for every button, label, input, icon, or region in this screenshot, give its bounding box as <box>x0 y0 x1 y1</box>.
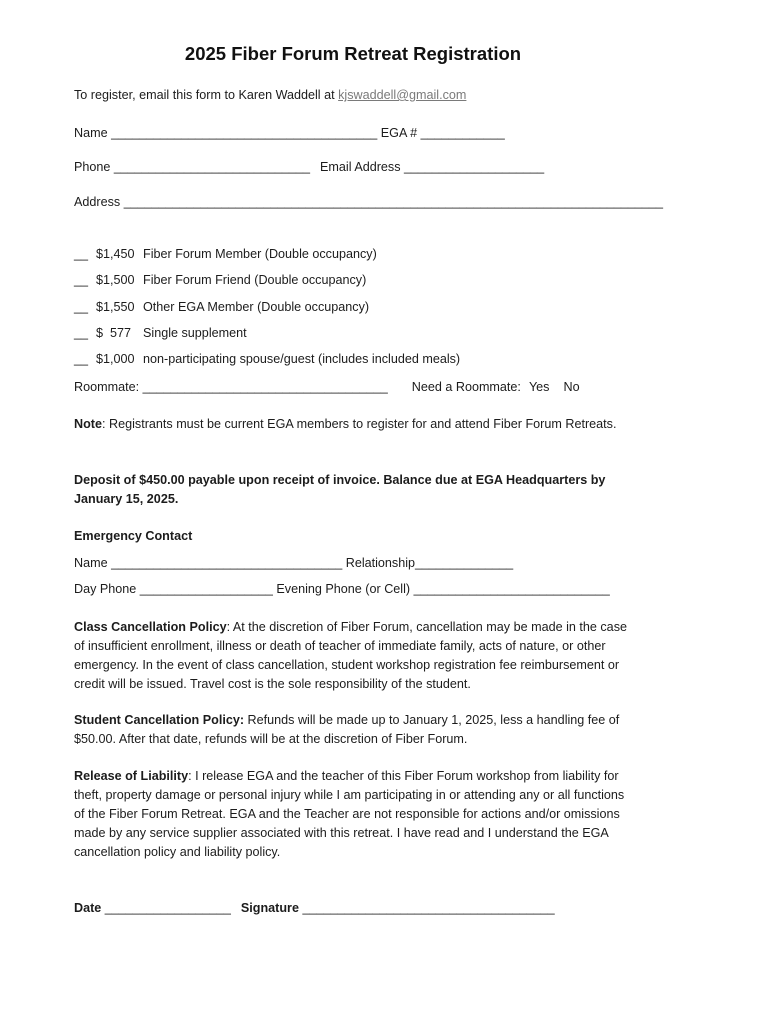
class-cancellation-policy <box>74 618 636 694</box>
option-row <box>74 271 366 290</box>
roommate-row <box>74 378 580 397</box>
emergency-phone-field[interactable]: Day Phone ___________________ Evening Phone (or Cell) ____________________________ <box>74 582 610 596</box>
option-label: Single supplement <box>143 326 247 340</box>
roommate-yes-option[interactable]: Yes <box>528 380 550 394</box>
release-label: Release of Liability <box>74 769 189 783</box>
option-price: $ 577 <box>96 326 132 340</box>
page-title: 2025 Fiber Forum Retreat Registration <box>184 43 522 64</box>
option-label: Other EGA Member (Double occupancy) <box>143 300 370 314</box>
deposit-paragraph: Deposit of $450.00 payable upon receipt of invoice. Balance due at EGA Headquarters by January 15, 2025. <box>74 473 606 506</box>
option-label: non-participating spouse/guest (includes included meals) <box>143 352 461 366</box>
option-checkbox-blank[interactable]: __ <box>74 273 89 287</box>
email-field[interactable]: Email Address ____________________ <box>320 160 545 174</box>
option-row <box>74 350 460 369</box>
emergency-name-field[interactable]: Name _________________________________ Relationship______________ <box>74 556 514 570</box>
roommate-no-option[interactable]: No <box>563 380 580 394</box>
class-policy-label: Class Cancellation Policy <box>74 620 227 634</box>
note-text: : Registrants must be current EGA members to register for and attend Fiber Forum Retreats. <box>102 417 617 431</box>
student-policy-label: Student Cancellation Policy: <box>74 713 245 727</box>
name-ega-field[interactable]: Name ______________________________________ EGA # ____________ <box>74 126 505 140</box>
emergency-heading: Emergency Contact <box>74 529 193 543</box>
intro-text: To register, email this form to Karen Waddell at <box>74 88 339 102</box>
note-paragraph <box>74 415 636 434</box>
option-row <box>74 245 377 264</box>
signature-field[interactable]: ____________________________________ <box>298 901 555 915</box>
student-policy-text: Refunds will be made up to January 1, 2025, less a handling fee of $50.00. After that date, refunds will be at the discretion of Fiber Forum. <box>74 713 620 746</box>
option-price: $1,000 <box>96 352 135 366</box>
email-link[interactable]: kjswaddell@gmail.com <box>338 88 467 102</box>
option-checkbox-blank[interactable]: __ <box>74 247 89 261</box>
address-field[interactable]: Address _____________________________________________________________________________ <box>74 195 664 209</box>
option-row <box>74 324 247 343</box>
release-of-liability <box>74 767 636 862</box>
class-policy-text: : At the discretion of Fiber Forum, cancellation may be made in the case of insufficient enrollment, illness or death of teacher of immediate family, acts of nature, or other emergency. In the event of class cancellation, student workshop registration fee reimbursement or credit will be issued. Travel cost is the sole responsibility of the student. <box>74 620 627 691</box>
option-row <box>74 298 369 317</box>
option-checkbox-blank[interactable]: __ <box>74 300 89 314</box>
date-field[interactable]: __________________ <box>101 901 231 915</box>
option-label: Fiber Forum Member (Double occupancy) <box>143 247 377 261</box>
signoff-row <box>74 899 555 918</box>
option-price: $1,500 <box>96 273 135 287</box>
phone-email-row <box>74 158 544 177</box>
option-label: Fiber Forum Friend (Double occupancy) <box>143 273 367 287</box>
option-checkbox-blank[interactable]: __ <box>74 352 89 366</box>
signature-label: Signature <box>240 901 299 915</box>
option-checkbox-blank[interactable]: __ <box>74 326 89 340</box>
need-roommate-label: Need a Roommate: <box>411 380 521 394</box>
student-cancellation-policy <box>74 711 636 749</box>
option-price: $1,550 <box>96 300 135 314</box>
date-label: Date <box>74 901 102 915</box>
roommate-field[interactable]: Roommate: ___________________________________ <box>74 380 388 394</box>
intro-line <box>74 86 466 105</box>
note-label: Note <box>74 417 102 431</box>
release-text: : I release EGA and the teacher of this Fiber Forum workshop from liability for theft, property damage or personal injury while I am participating in or attending any or all functions of the Fiber Forum Retreat. EGA and the Teacher are not responsible for actions and/or omissions made by any service supplier associated with this retreat. I have read and I understand the EGA cancellation policy and liability policy. <box>74 769 625 859</box>
phone-field[interactable]: Phone ____________________________ <box>74 160 311 174</box>
option-price: $1,450 <box>96 247 135 261</box>
